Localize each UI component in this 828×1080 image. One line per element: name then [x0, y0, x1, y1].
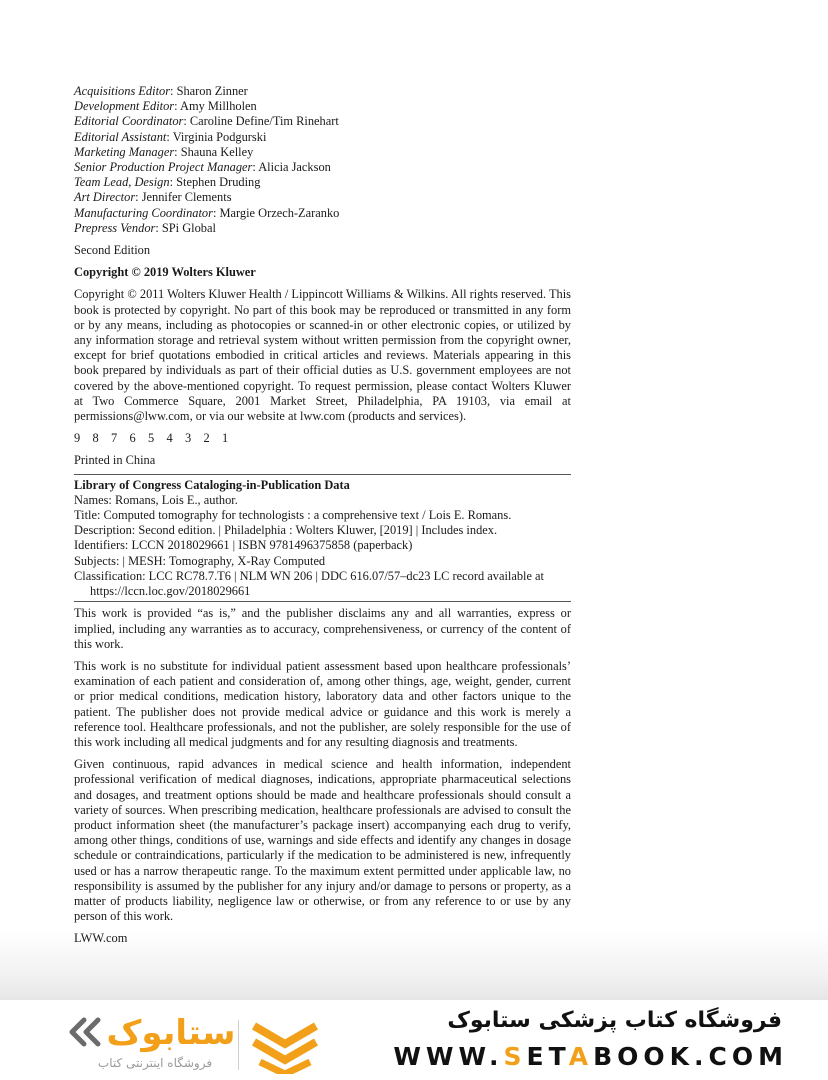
credit-row: Art Director: Jennifer Clements [74, 190, 232, 205]
credit-role: Prepress Vendor [74, 220, 156, 235]
cip-heading: Library of Congress Cataloging-in-Publication Data [74, 477, 350, 492]
credit-role: Art Director [74, 190, 136, 205]
edition: Second Edition [74, 243, 151, 258]
credit-role: Senior Production Project Manager [74, 160, 253, 175]
credit-name: Virginia Podgurski [172, 129, 267, 144]
site-mid: ET [526, 1042, 569, 1071]
disclaimer-verification: Given continuous, rapid advances in medical science and health information, independent professional verification of medical diagnoses, indications, appropriate pharmaceutical selections and dosages, and treatment options should be made and healthcare professionals should consult a variety of sources. When prescribing medication, healthcare professionals are advised to consult the product information sheet (the manufacturer’s package insert) accompanying each drug to verify, among other things, conditions of use, warnings and side effects and identify any changes in dosage schedule or contraindications, particularly if the medication to be administered is new, infrequently used or has a narrow therapeutic range. To the maximum extent permitted under applicable law, no responsibility is assumed by the publisher for any injury and/or damage to persons or property, as a matter of products liability, negligence law or otherwise, or from any reference to or use by any person of this work. [74, 757, 571, 924]
cip-classification: Classification: LCC RC78.7.T6 | NLM WN 206 | DDC 616.07/57–dc23 LC record available at [74, 568, 545, 583]
credit-name: Margie Orzech-Zaranko [219, 205, 340, 220]
cip-block [74, 475, 571, 602]
credit-name: Jennifer Clements [141, 190, 232, 205]
site-accent-a: A [568, 1042, 594, 1071]
credit-row: Manufacturing Coordinator: Margie Orzech-Zaranko [74, 205, 340, 220]
store-website[interactable] [393, 1042, 788, 1071]
store-title: فروشگاه کتاب پزشکی ستابوک [447, 1008, 782, 1033]
credit-role: Development Editor [74, 99, 175, 114]
site-prefix: WWW. [393, 1042, 504, 1071]
cip-classification-url: https://lccn.loc.gov/2018029661 [90, 584, 251, 599]
copyright-text: Copyright © 2011 Wolters Kluwer Health / Lippincott Williams & Wilkins. All rights reserved. This book is protected by copyright. No part of this book may be reproduced or transmitted in any form or by any means, including as photocopies or scanned-in or other electronic copies, or utilized by any information storage and retrieval system without written permission from the copyright owner, except for brief quotations embodied in critical articles and reviews. Materials appearing in this book prepared by individuals as part of their official duties as U.S. government employees are not covered by the above-mentioned copyright. To request permission, please contact Wolters Kluwer at Two Commerce Square, 2001 Market Street, Philadelphia, PA 19103, via email at permissions@lww.com, or via our website at lww.com (products and services). [74, 287, 571, 424]
copyright-heading: Copyright © 2019 Wolters Kluwer [74, 265, 256, 280]
credit-row: Prepress Vendor: SPi Global [74, 220, 216, 235]
print-line: 9 8 7 6 5 4 3 2 1 [74, 431, 233, 446]
cip-names: Names: Romans, Lois E., author. [74, 492, 238, 507]
credit-row: Acquisitions Editor: Sharon Zinner [74, 84, 248, 98]
cip-identifiers: Identifiers: LCCN 2018029661 | ISBN 9781496375858 (paperback) [74, 538, 413, 553]
credit-row: Senior Production Project Manager: Alicia Jackson [74, 160, 331, 175]
publisher-website: LWW.com [74, 931, 128, 946]
cip-title: Title: Computed tomography for technologists : a comprehensive text / Lois E. Romans. [74, 508, 512, 523]
disclaimer-no-substitute: This work is no substitute for individual patient assessment based upon healthcare professionals’ examination of each patient and consideration of, among other things, age, weight, gender, current or prior medical conditions, medication history, laboratory data and other factors unique to the patient. The publisher does not provide medical advice or guidance and this work is merely a reference tool. Healthcare professionals, and not the publisher, are solely responsible for the use of this work including all medical judgments and for any resulting diagnosis and treatments. [74, 658, 571, 749]
disclaimer-as-is: This work is provided “as is,” and the publisher disclaims any and all warranties, express or implied, including any warranties as to accuracy, comprehensiveness, or currency of the content of this work. [74, 606, 571, 651]
logo-subtitle: فروشگاه اینترنتی کتاب [97, 1056, 213, 1070]
credit-role: Acquisitions Editor [74, 84, 171, 98]
credit-role: Manufacturing Coordinator [74, 205, 213, 220]
credit-role: Editorial Assistant [74, 129, 167, 144]
credit-name: Shauna Kelley [180, 144, 254, 159]
cip-subjects: Subjects: | MESH: Tomography, X-Ray Computed [74, 553, 326, 568]
site-accent-s: S [503, 1042, 527, 1071]
cip-description: Description: Second edition. | Philadelphia : Wolters Kluwer, [2019] | Includes index. [74, 523, 498, 538]
credit-row: Marketing Manager: Shauna Kelley [74, 144, 254, 159]
logo-wordmark-text: ستابوک [106, 1013, 236, 1052]
credit-row: Team Lead, Design: Stephen Druding [74, 175, 261, 190]
credit-name: Stephen Druding [176, 175, 261, 190]
book-stack-icon [250, 1018, 320, 1074]
credit-row: Editorial Coordinator: Caroline Define/Tim Rinehart [74, 114, 339, 129]
setabook-logo-wordmark [66, 1012, 236, 1052]
credit-role: Editorial Coordinator [74, 114, 184, 129]
printed-in: Printed in China [74, 453, 156, 468]
credit-role: Team Lead, Design [74, 175, 170, 190]
credit-name: Sharon Zinner [176, 84, 248, 98]
credit-name: Caroline Define/Tim Rinehart [189, 114, 339, 129]
copyright-page-content [74, 84, 571, 947]
credit-name: Amy Millholen [180, 99, 257, 114]
credit-row: Editorial Assistant: Virginia Podgurski [74, 129, 267, 144]
credit-name: Alicia Jackson [258, 160, 331, 175]
credit-name: SPi Global [161, 220, 216, 235]
site-suffix: BOOK.COM [593, 1042, 788, 1071]
logo-divider [238, 1020, 239, 1070]
credit-row: Development Editor: Amy Millholen [74, 99, 257, 114]
credit-role: Marketing Manager [74, 144, 175, 159]
credits-list [74, 84, 571, 236]
